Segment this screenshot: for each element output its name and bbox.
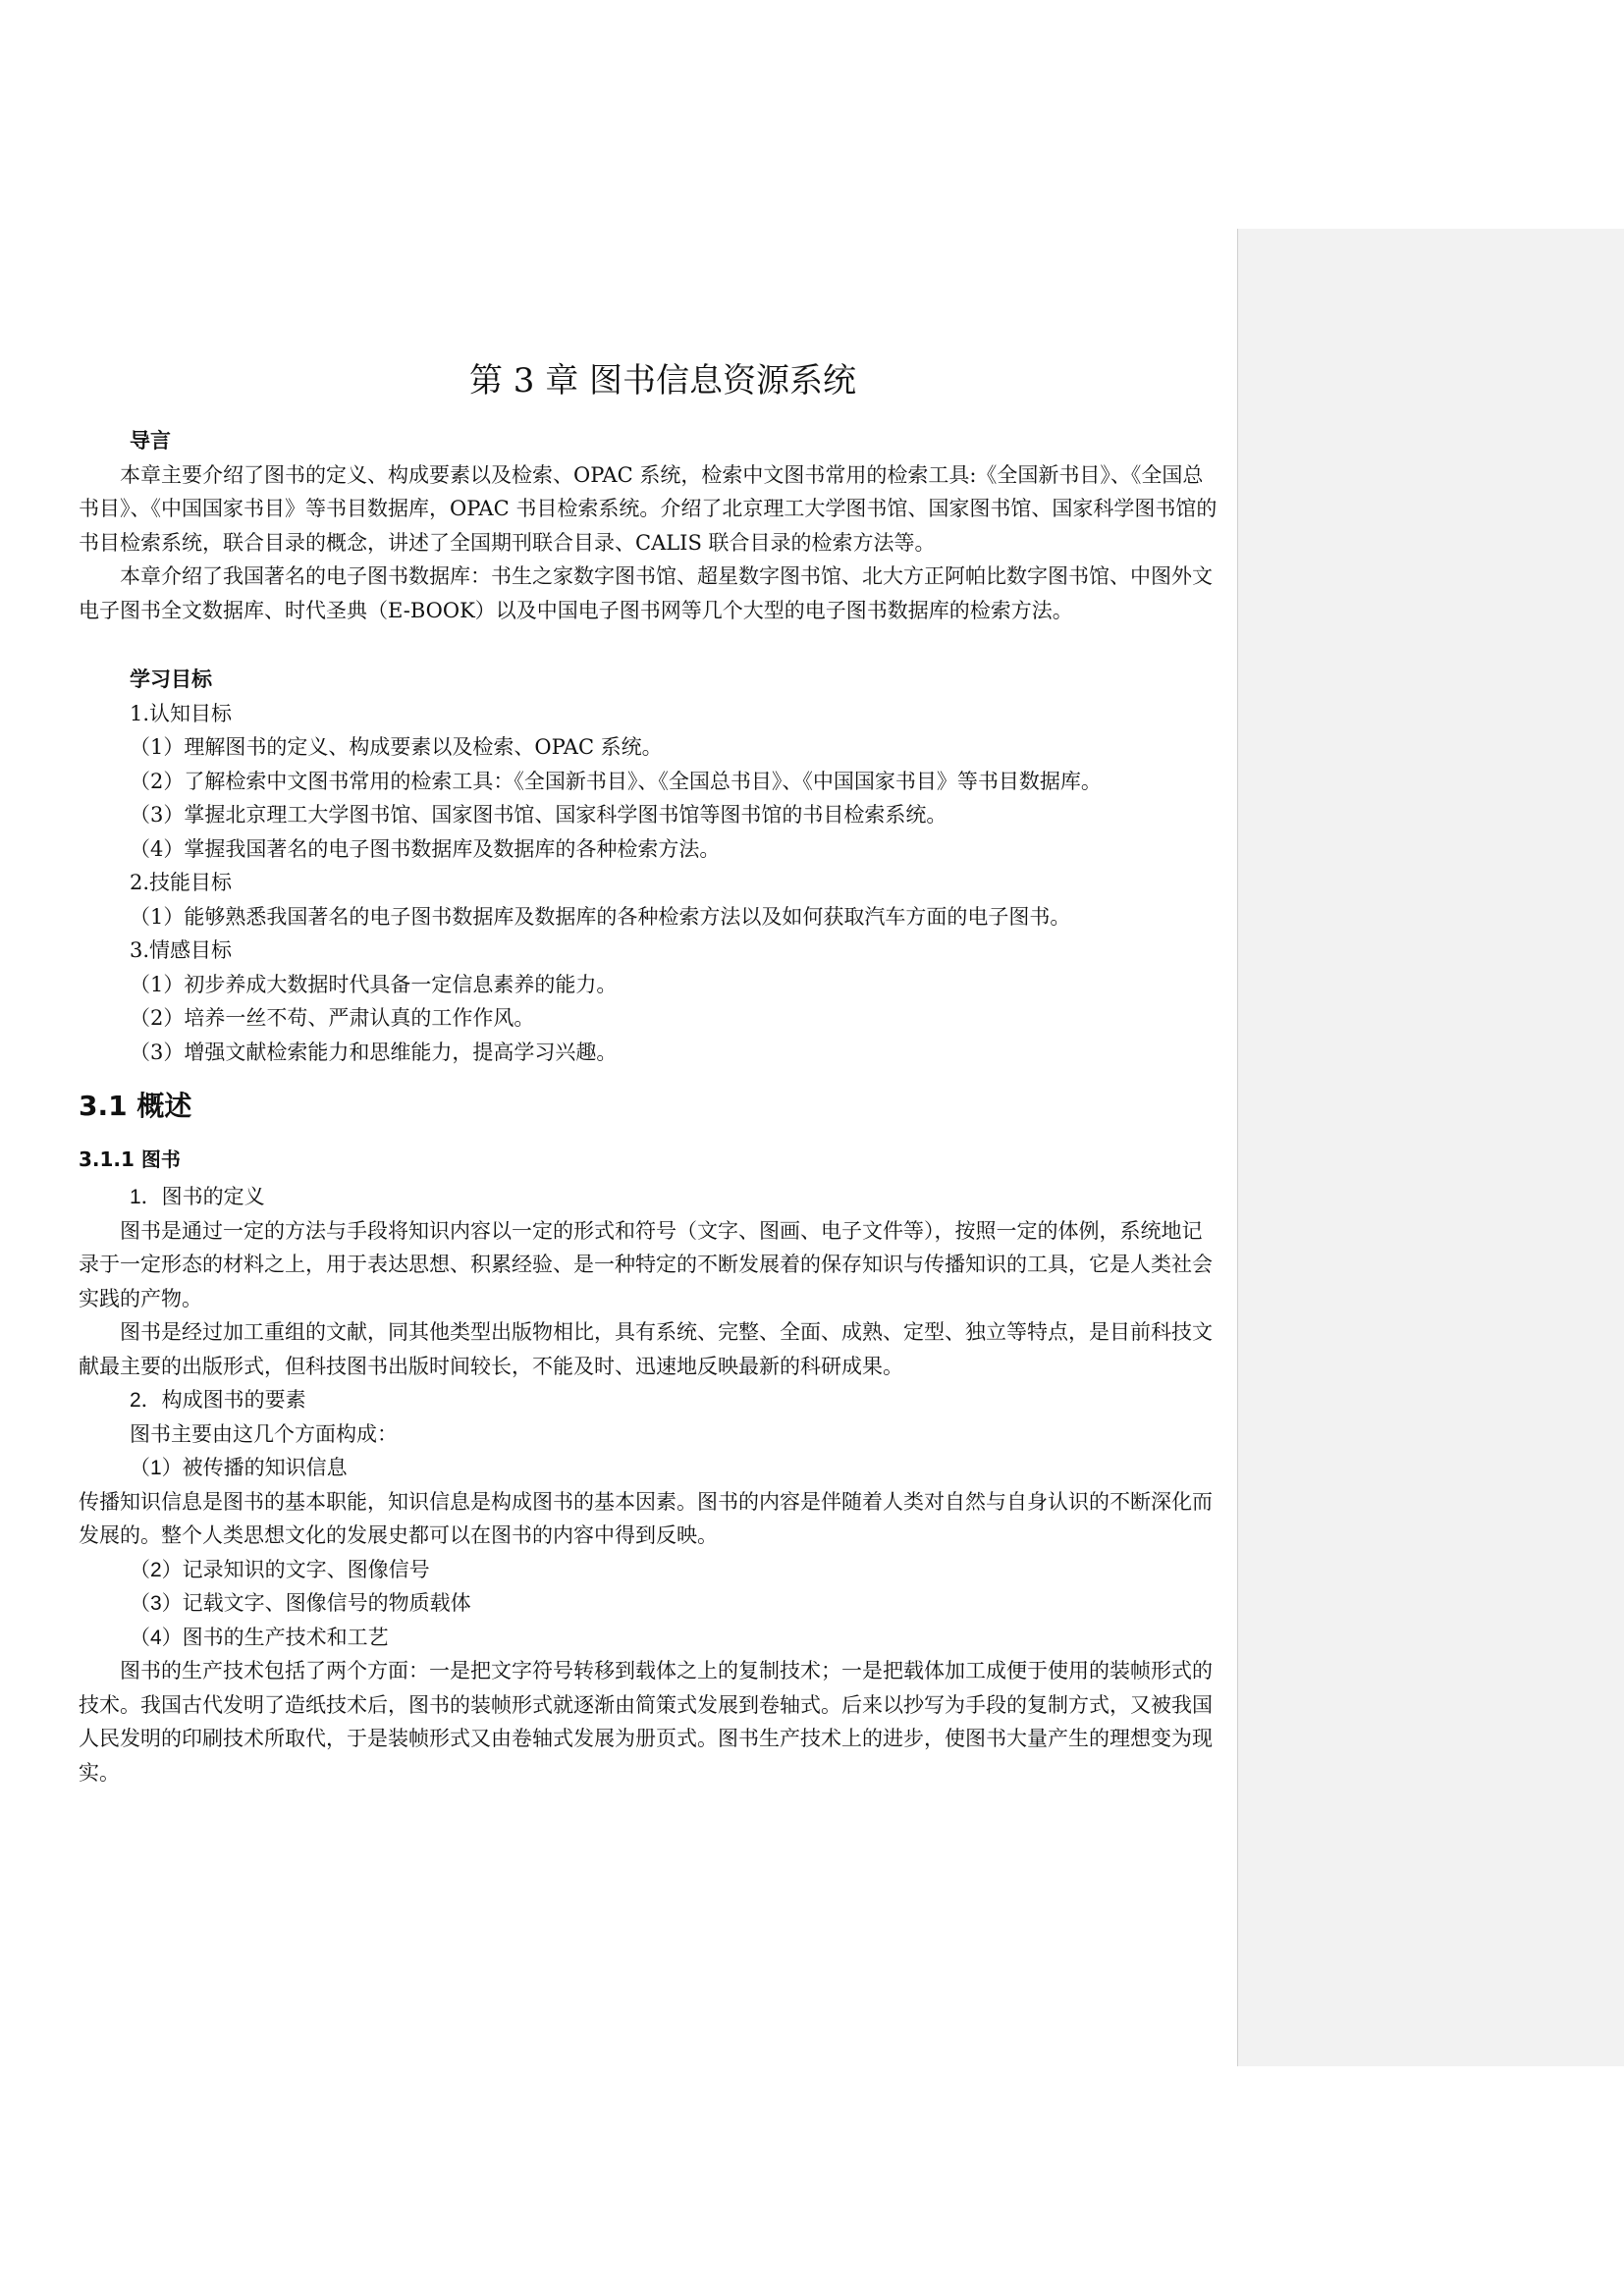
element-item: （1）被传播的知识信息 (130, 1457, 348, 1479)
element-item: （2）记录知识的文字、图像信号 (130, 1558, 430, 1581)
intro-paragraph-1: 本章主要介绍了图书的定义、构成要素以及检索、OPAC 系统，检索中文图书常用的检索工具:《全国新书目》、《全国总书目》、《中国国家书目》等书目数据库，OPAC 书目检索系统。介绍了北京理工大学图书馆、国家图书馆、国家科学图书馆的书目检索系统，联合目录的概念，讲述了全国期刊联合目录、CALIS 联合目录的检索方法等。 (79, 462, 1218, 555)
objectives-label: 学习目标 (130, 667, 212, 691)
objective-item: （1）理解图书的定义、构成要素以及检索、OPAC 系统。 (130, 735, 663, 759)
elements-heading: 2．构成图书的要素 (130, 1389, 306, 1412)
section-body (79, 1181, 1218, 1790)
objective-item: （2）培养一丝不苟、严肃认真的工作作风。 (130, 1006, 535, 1030)
objective-item: （1）能够熟悉我国著名的电子图书数据库及数据库的各种检索方法以及如何获取汽车方面的电子图书。 (130, 904, 1071, 929)
document-body (79, 359, 1218, 1790)
definition-heading: 1．图书的定义 (130, 1186, 265, 1208)
element-item: （3）记载文字、图像信号的物质载体 (130, 1592, 471, 1615)
definition-paragraph-1: 图书是通过一定的方法与手段将知识内容以一定的形式和符号（文字、图画、电子文件等），按照一定的体例，系统地记录于一定形态的材料之上，用于表达思想、积累经验、是一种特定的不断发展着的保存知识与传播知识的工具，它是人类社会实践的产物。 (79, 1219, 1213, 1310)
objective-item: （2）了解检索中文图书常用的检索工具：《全国新书目》、《全国总书目》、《中国国家书目》等书目数据库。 (130, 769, 1102, 793)
section-title: 3.1 概述 (79, 1090, 192, 1122)
cognitive-heading: 1.认知目标 (130, 701, 233, 725)
skill-heading: 2.技能目标 (130, 871, 233, 894)
element-paragraph: 图书的生产技术包括了两个方面：一是把文字符号转移到载体之上的复制技术；一是把载体加工成便于使用的装帧形式的技术。我国古代发明了造纸技术后，图书的装帧形式就逐渐由简策式发展到卷轴式。后来以抄写为手段的复制方式，又被我国人民发明的印刷技术所取代，于是装帧形式又由卷轴式发展为册页式。图书生产技术上的进步，使图书大量产生的理想变为现实。 (79, 1660, 1213, 1785)
objective-item: （3）增强文献检索能力和思维能力，提高学习兴趣。 (130, 1040, 618, 1064)
definition-paragraph-2: 图书是经过加工重组的文献，同其他类型出版物相比，具有系统、完整、全面、成熟、定型、独立等特点，是目前科技文献最主要的出版形式，但科技图书出版时间较长，不能及时、迅速地反映最新的科研成果。 (79, 1321, 1213, 1378)
intro-label: 导言 (130, 428, 171, 453)
element-paragraph: 传播知识信息是图书的基本职能，知识信息是构成图书的基本因素。图书的内容是伴随着人类对自然与自身认识的不断深化而发展的。整个人类思想文化的发展史都可以在图书的内容中得到反映。 (79, 1490, 1213, 1547)
chapter-title: 第 3 章 图书信息资源系统 (468, 361, 857, 400)
subsection-title: 3.1.1 图书 (79, 1148, 181, 1171)
elements-intro: 图书主要由这几个方面构成： (130, 1422, 398, 1446)
objective-item: （4）掌握我国著名的电子图书数据库及数据库的各种检索方法。 (130, 836, 721, 861)
objective-item: （3）掌握北京理工大学图书馆、国家图书馆、国家科学图书馆等图书馆的书目检索系统。 (130, 803, 947, 827)
emotion-heading: 3.情感目标 (130, 938, 233, 962)
element-item: （4）图书的生产技术和工艺 (130, 1626, 389, 1649)
objective-item: （1）初步养成大数据时代具备一定信息素养的能力。 (130, 972, 618, 996)
comment-pane (1237, 229, 1624, 2066)
intro-paragraph-2: 本章介绍了我国著名的电子图书数据库：书生之家数字图书馆、超星数字图书馆、北大方正阿帕比数字图书馆、中图外文电子图书全文数据库、时代圣典（E-BOOK）以及中国电子图书网等几个大型的电子图书数据库的检索方法。 (79, 564, 1213, 622)
